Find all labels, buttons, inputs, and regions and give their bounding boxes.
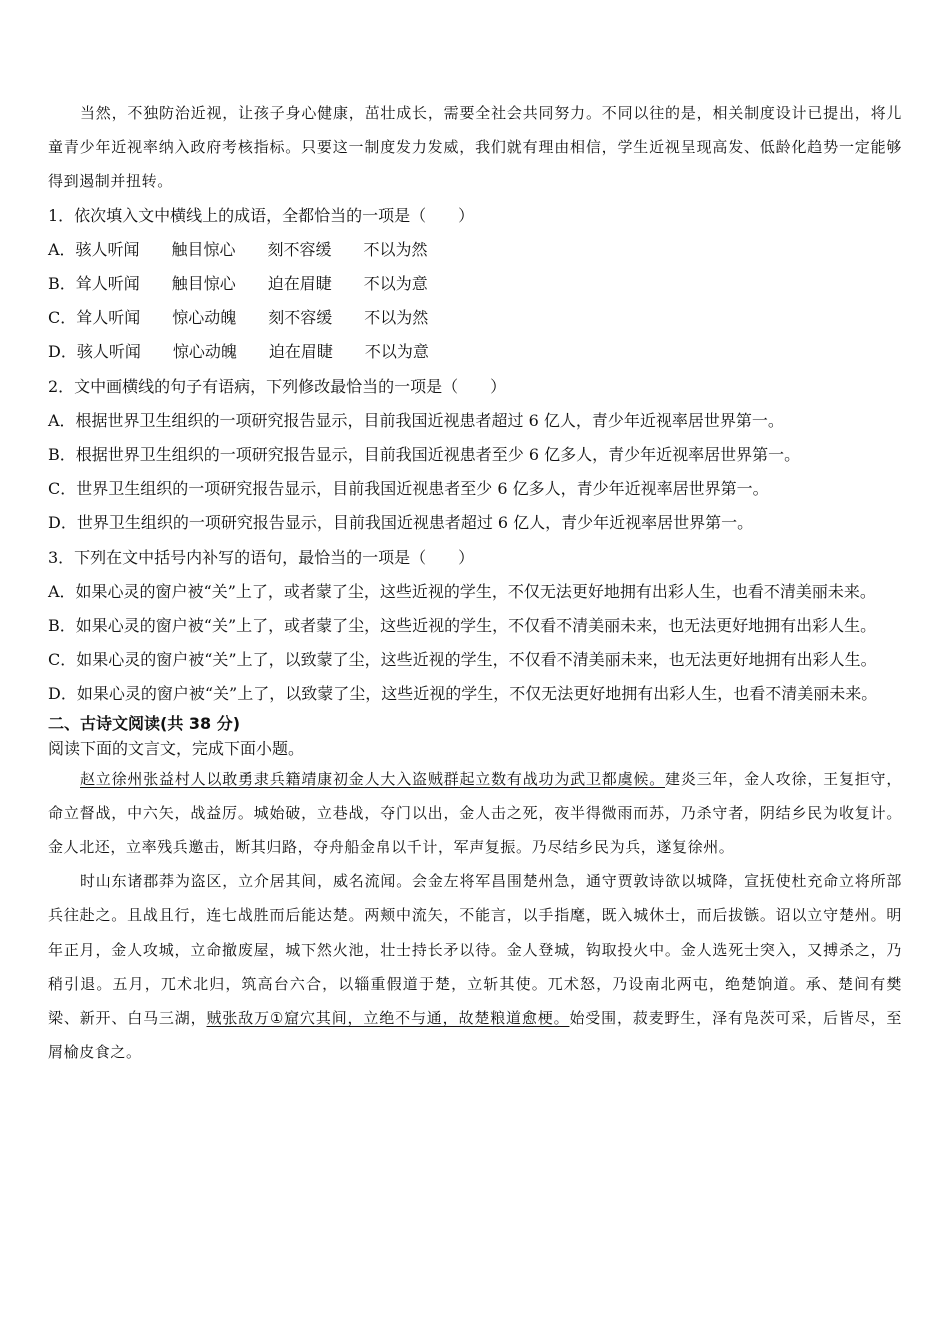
question-2 [48,370,902,541]
question-3-option-a: A．如果心灵的窗户被“关”上了，或者蒙了尘，这些近视的学生，不仅无法更好地拥有出彩人生，也看不清美丽未来。 [48,581,876,601]
question-1-option-a: A．骇人听闻 触目惊心 刻不容缓 不以为然 [48,239,428,259]
question-3-option-d: D．如果心灵的窗户被“关”上了，以致蒙了尘，这些近视的学生，不仅无法更好地拥有出彩人生，也看不清美丽未来。 [48,684,878,704]
section-2-title: 二、古诗文阅读(共 38 分) [48,713,241,733]
question-2-option-a: A．根据世界卫生组织的一项研究报告显示，目前我国近视患者超过 6 亿人，青少年近视率居世界第一。 [48,410,784,430]
underlined-sentence-2: 贼张敌万①窟穴其间，立绝不与通，故楚粮道愈梗。 [206,1009,570,1028]
classical-paragraph-2-before: 时山东诸郡莽为盗区，立介居其间，威名流闻。会金左将军昌围楚州急，通守贾敦诗欲以城降，宣抚使杜充命立将所部兵往赴之。且战且行，连七战胜而后能达楚。两颊中流矢，不能言，以手指麾，既入城休士，而后拔镞。诏以立守楚州。明年正月，金人攻城，立命撤废屋，城下然火池，壮士持长矛以待。金人登城，钩取投火中。金人选死士突入，又搏杀之，乃稍引退。五月，兀术北归，筑高台六合，以辎重假道于楚，立斩其使。兀术怒，乃设南北两屯，绝楚饷道。承、楚间有樊梁、新开、白马三湖， [48,872,902,1028]
intro-paragraph: 当然，不独防治近视，让孩子身心健康，茁壮成长，需要全社会共同努力。不同以往的是，相关制度设计已提出，将儿童青少年近视率纳入政府考核指标。只要这一制度发力发威，我们就有理由相信，学生近视呈现高发、低龄化趋势一定能够得到遏制并扭转。 [48,104,902,191]
question-3-option-c: C．如果心灵的窗户被“关”上了，以致蒙了尘，这些近视的学生，不仅看不清美丽未来，也无法更好地拥有出彩人生。 [48,650,877,670]
question-3 [48,541,902,712]
classical-paragraph-1-rest: 建炎三年，金人攻徐，王复拒守，命立督战，中六矢，战益厉。城始破，立巷战，夺门以出，金人击之死，夜半得微雨而苏，乃杀守者，阴结乡民为收复计。金人北还，立率残兵邀击，断其归路，夺舟船金帛以千计，军声复振。乃尽结乡民为兵，遂复徐州。 [48,769,902,857]
question-1-stem: 1．依次填入文中横线上的成语，全都恰当的一项是（ ） [48,205,475,225]
question-1 [48,199,902,370]
question-1-option-d: D．骇人听闻 惊心动魄 迫在眉睫 不以为意 [48,342,429,362]
underlined-sentence-1: 赵立徐州张益村人以敢勇隶兵籍靖康初金人大入盗贼群起立数有战功为武卫都虞候。 [80,769,666,788]
section-2-instruction: 阅读下面的文言文，完成下面小题。 [48,738,305,758]
classical-paragraph-2 [48,864,902,1069]
classical-paragraph-1 [48,762,902,865]
question-1-option-b: B．耸人听闻 触目惊心 迫在眉睫 不以为意 [48,274,428,294]
question-2-option-b: B．根据世界卫生组织的一项研究报告显示，目前我国近视患者至少 6 亿多人，青少年近视率居世界第一。 [48,445,801,465]
question-1-option-c: C．耸人听闻 惊心动魄 刻不容缓 不以为然 [48,308,429,328]
classical-paragraph-2-after: 始受围，菽麦野生，泽有凫茨可采，后皆尽，至屑榆皮食之。 [48,1009,902,1062]
question-2-option-c: C．世界卫生组织的一项研究报告显示，目前我国近视患者至少 6 亿多人，青少年近视率居世界第一。 [48,479,769,499]
question-2-option-d: D．世界卫生组织的一项研究报告显示，目前我国近视患者超过 6 亿人，青少年近视率居世界第一。 [48,513,754,533]
question-2-stem: 2．文中画横线的句子有语病，下列修改最恰当的一项是（ ） [48,376,507,396]
question-3-stem: 3．下列在文中括号内补写的语句，最恰当的一项是（ ） [48,547,475,567]
question-3-option-b: B．如果心灵的窗户被“关”上了，或者蒙了尘，这些近视的学生，不仅看不清美丽未来，也无法更好地拥有出彩人生。 [48,616,877,636]
